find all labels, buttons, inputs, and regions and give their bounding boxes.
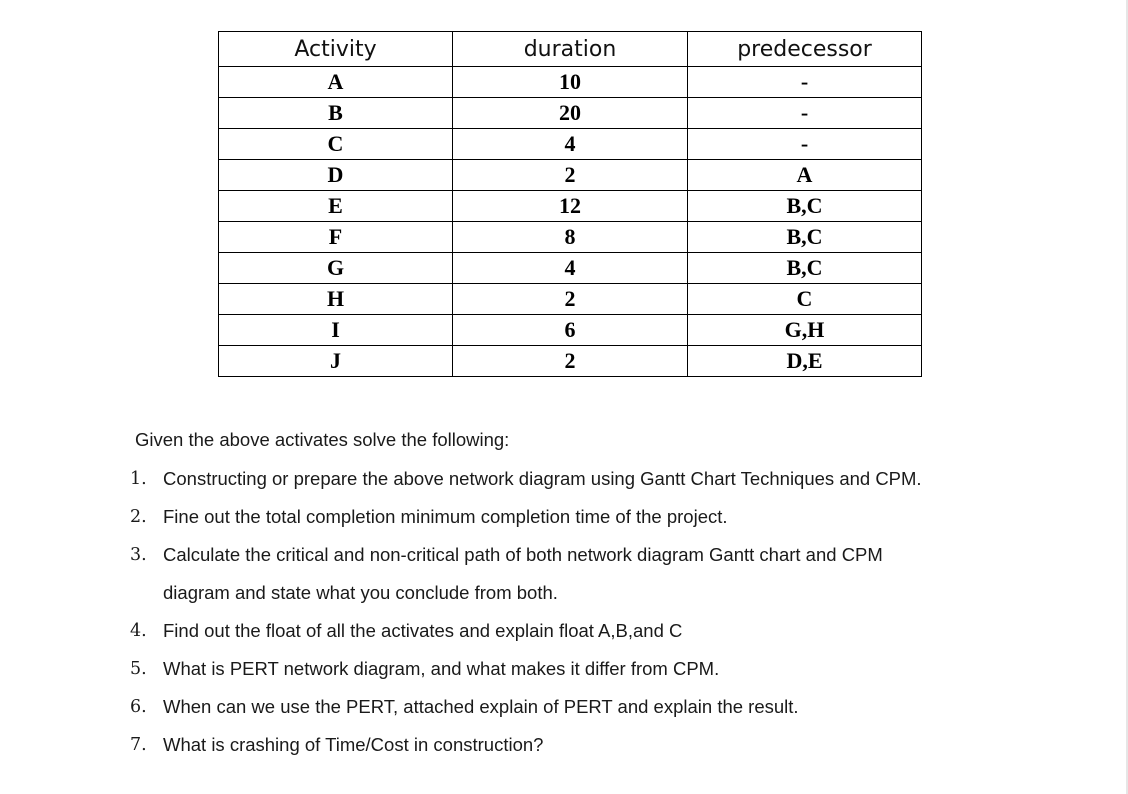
- activity-cell: I: [219, 315, 453, 346]
- predecessor-cell: B,C: [688, 253, 922, 284]
- activity-cell: D: [219, 160, 453, 191]
- predecessor-cell: D,E: [688, 346, 922, 377]
- list-item: [130, 536, 1090, 574]
- activity-cell: C: [219, 129, 453, 160]
- predecessor-cell: G,H: [688, 315, 922, 346]
- duration-cell: 6: [453, 315, 688, 346]
- header-activity: Activity: [219, 32, 453, 67]
- item-number: 5.: [130, 659, 147, 679]
- list-item-continuation: [130, 574, 1090, 612]
- duration-cell: 4: [453, 129, 688, 160]
- item-text: Fine out the total completion minimum completion time of the project.: [163, 506, 728, 527]
- item-text: diagram and state what you conclude from both.: [163, 582, 558, 603]
- item-text: What is crashing of Time/Cost in construction?: [163, 734, 544, 755]
- list-item: [130, 650, 1090, 688]
- table-row: [219, 67, 922, 98]
- list-item: [130, 612, 1090, 650]
- table-row: [219, 315, 922, 346]
- item-text: Find out the float of all the activates and explain float A,B,and C: [163, 620, 683, 641]
- activity-cell: A: [219, 67, 453, 98]
- activity-cell: H: [219, 284, 453, 315]
- item-number: 4.: [130, 621, 147, 641]
- header-predecessor: predecessor: [688, 32, 922, 67]
- table-row: [219, 253, 922, 284]
- predecessor-cell: -: [688, 98, 922, 129]
- table-row: [219, 129, 922, 160]
- table-row: [219, 222, 922, 253]
- predecessor-cell: B,C: [688, 191, 922, 222]
- table-row: [219, 160, 922, 191]
- table-row: [219, 284, 922, 315]
- item-text: Calculate the critical and non-critical path of both network diagram Gantt chart and CPM: [163, 544, 883, 565]
- table-row: [219, 191, 922, 222]
- duration-cell: 20: [453, 98, 688, 129]
- predecessor-cell: B,C: [688, 222, 922, 253]
- activity-cell: E: [219, 191, 453, 222]
- duration-cell: 2: [453, 160, 688, 191]
- duration-cell: 2: [453, 284, 688, 315]
- list-item: [130, 460, 1090, 498]
- predecessor-cell: -: [688, 67, 922, 98]
- duration-cell: 8: [453, 222, 688, 253]
- duration-cell: 10: [453, 67, 688, 98]
- table-row: [219, 346, 922, 377]
- activity-table: [218, 31, 922, 377]
- predecessor-cell: -: [688, 129, 922, 160]
- item-text: Constructing or prepare the above network diagram using Gantt Chart Techniques and CPM.: [163, 468, 922, 489]
- item-number: 1.: [130, 469, 147, 489]
- duration-cell: 4: [453, 253, 688, 284]
- list-item: [130, 688, 1090, 726]
- predecessor-cell: C: [688, 284, 922, 315]
- header-duration: duration: [453, 32, 688, 67]
- predecessor-cell: A: [688, 160, 922, 191]
- item-number: 7.: [130, 735, 147, 755]
- activity-cell: J: [219, 346, 453, 377]
- item-number: 3.: [130, 545, 147, 565]
- activity-cell: G: [219, 253, 453, 284]
- activity-cell: B: [219, 98, 453, 129]
- question-list: [130, 460, 1090, 764]
- intro-text: Given the above activates solve the following:: [135, 429, 510, 450]
- table-row: [219, 98, 922, 129]
- duration-cell: 12: [453, 191, 688, 222]
- item-number: 6.: [130, 697, 147, 717]
- duration-cell: 2: [453, 346, 688, 377]
- item-text: What is PERT network diagram, and what makes it differ from CPM.: [163, 658, 720, 679]
- activity-cell: F: [219, 222, 453, 253]
- item-number: 2.: [130, 507, 147, 527]
- table-header-row: [219, 32, 922, 67]
- item-text: When can we use the PERT, attached explain of PERT and explain the result.: [163, 696, 799, 717]
- list-item: [130, 498, 1090, 536]
- list-item: [130, 726, 1090, 764]
